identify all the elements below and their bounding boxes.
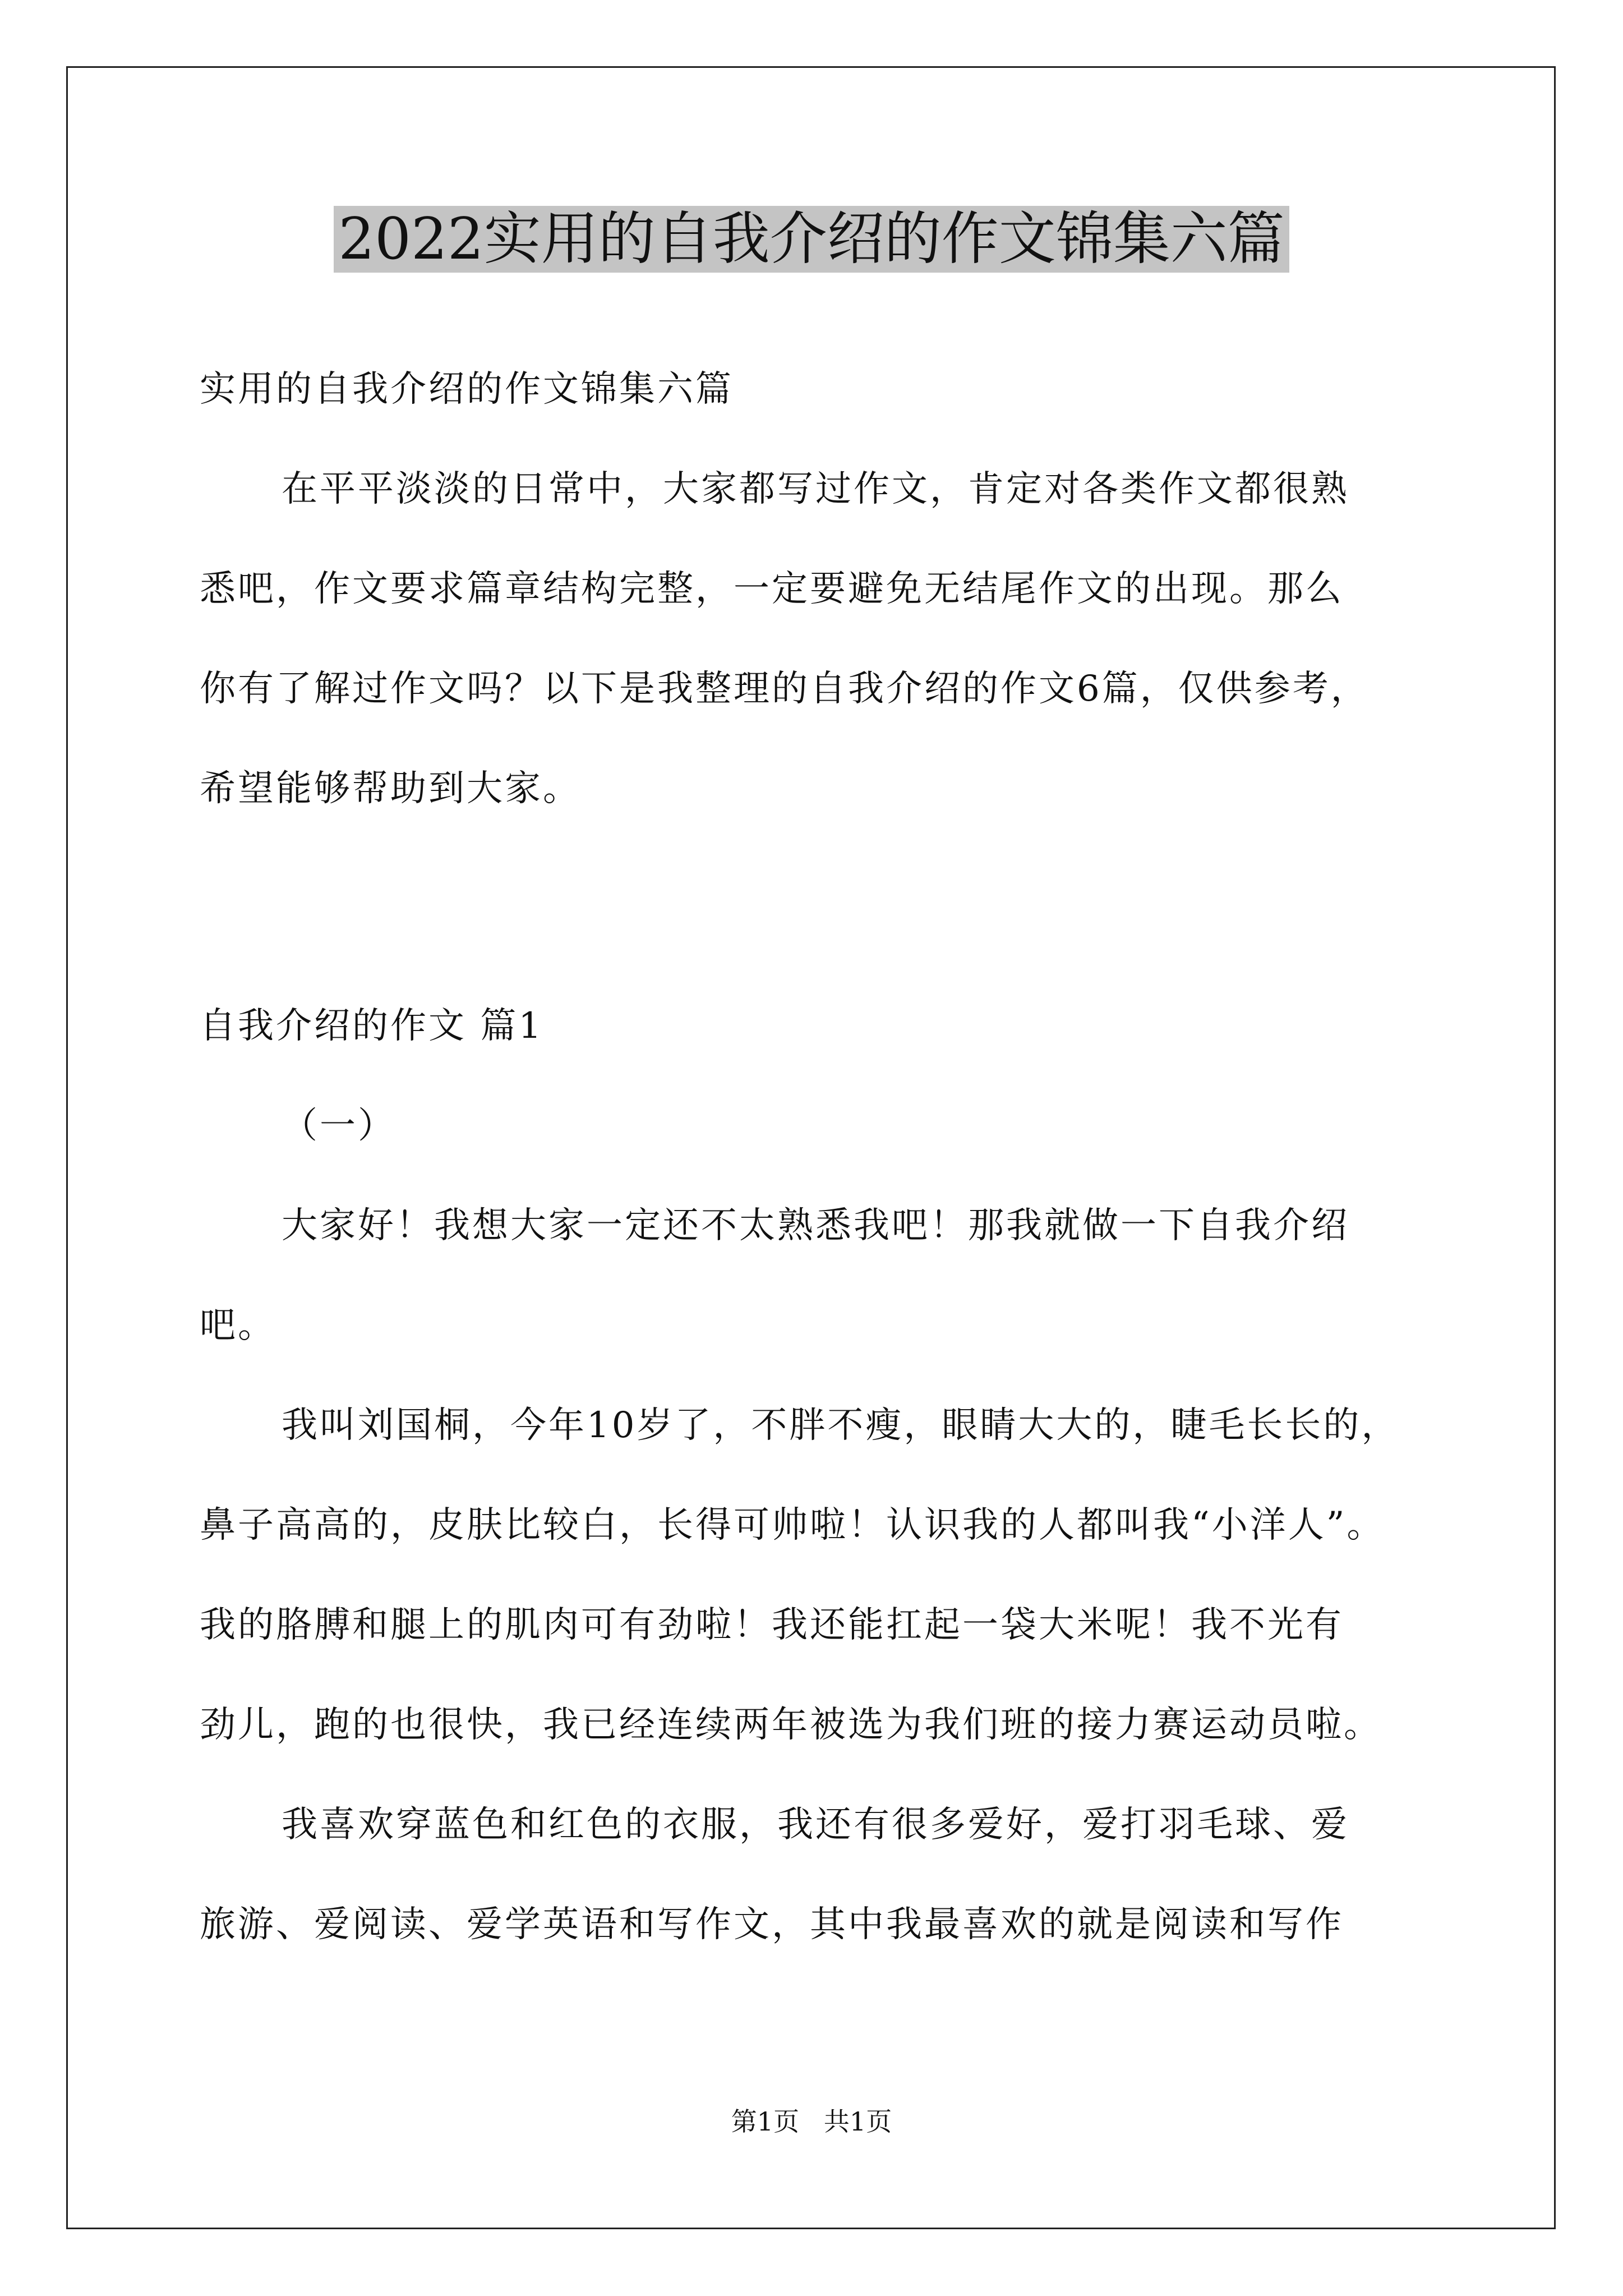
section-heading: 自我介绍的作文 篇1 [200, 1005, 544, 1047]
paragraph-line: 劲儿，跑的也很快，我已经连续两年被选为我们班的接力赛运动员啦。 [200, 1704, 1382, 1746]
paragraph-line: 在平平淡淡的日常中，大家都写过作文，肯定对各类作文都很熟 [282, 468, 1349, 510]
paragraph-line: 大家好！我想大家一定还不太熟悉我吧！那我就做一下自我介绍 [282, 1205, 1349, 1246]
document-body-part-2 [200, 976, 1456, 1975]
document-body-part-1 [200, 339, 1456, 839]
paragraph-line: 我的胳膊和腿上的肌肉可有劲啦！我还能扛起一袋大米呢！我不光有 [200, 1604, 1344, 1646]
page-footer: 第1页 共1页 [731, 2106, 892, 2137]
paragraph-line: 悉吧，作文要求篇章结构完整，一定要避免无结尾作文的出现。那么 [200, 568, 1344, 610]
document-title-text: 2022实用的自我介绍的作文锦集六篇 [334, 206, 1289, 273]
paragraph-line: 希望能够帮助到大家。 [200, 768, 581, 809]
subtitle-line: 实用的自我介绍的作文锦集六篇 [200, 369, 734, 410]
paragraph-line: 我叫刘国桐，今年10岁了，不胖不瘦，眼睛大大的，睫毛长长的， [282, 1405, 1400, 1446]
paragraph-line: 鼻子高高的，皮肤比较白，长得可帅啦！认识我的人都叫我“小洋人”。 [200, 1504, 1385, 1546]
paragraph-line: 吧。 [200, 1305, 276, 1346]
document-title [0, 203, 1623, 276]
paragraph-line: （一） [282, 1105, 396, 1147]
paragraph-line: 我喜欢穿蓝色和红色的衣服，我还有很多爱好，爱打羽毛球、爱 [282, 1804, 1349, 1846]
paragraph-line: 你有了解过作文吗？以下是我整理的自我介绍的作文6篇，仅供参考， [200, 668, 1369, 710]
paragraph-line: 旅游、爱阅读、爱学英语和写作文，其中我最喜欢的就是阅读和写作 [200, 1904, 1344, 1945]
